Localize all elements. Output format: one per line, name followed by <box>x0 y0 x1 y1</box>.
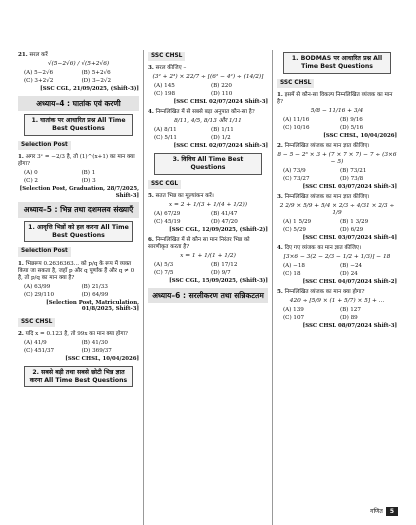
question-4-expression: 8/11, 4/5, 8/13 और 1/11 <box>174 118 242 125</box>
chapter-4-subheading: 1. घातांक पर आधारित प्रश्न All Time Best Questions <box>24 114 133 136</box>
column-3 <box>272 50 401 525</box>
question-5-2: 2. यदि x = 0.123 है, तो 99x का मान क्या होगा? <box>18 331 128 338</box>
question-4-source: [SSC CHSL 04/07/2024 Shift-2] <box>302 279 397 286</box>
question-4-1-options: (A) 0 (B) 1 (C) 2 (D) 3 <box>24 170 96 184</box>
chapter-5-heading: अध्याय–5 : भिन्न तथा दशमलव संख्याएँ <box>18 202 139 217</box>
question-5-1-options: (A) 63/99 (B) 21/33 (C) 29/110 (D) 64/99 <box>24 283 109 298</box>
question-3-expression: 2 2/9 × 5/9 + 5/4 × 2/3 ÷ 4/31 × 2/3 ÷ 1/9 <box>279 202 395 217</box>
question-3-expression: (3² + 2³) × 22/7 ÷ [(6² − 4²) ÷ (14/2)] <box>152 74 264 81</box>
question-2-expression: 8 − 5 − 2³ × 3 + (7 × 7 × 7) − 7 ÷ (3×6 − 5) <box>277 151 397 165</box>
question-6-expression: x = 1 + 1/(1 + 1/2) <box>180 252 236 259</box>
page-footer <box>370 507 398 517</box>
question-5: 5. सतत भिन्न का मूल्यांकन करें। <box>148 192 214 199</box>
page-number: 5 <box>386 507 398 517</box>
question-5-expression: 420 ÷ [5/9 × (1 + 5/7) × 5] + ... <box>289 297 385 304</box>
exam-tag-selection-post-2: Selection Post <box>18 247 71 256</box>
question-2: 2. निम्नलिखित व्यंजक का मान ज्ञात कीजिए। <box>277 142 370 149</box>
question-3-options: (A) 145 (B) 220 (C) 198 (D) 110 <box>154 83 233 98</box>
exam-tag-ssc-chsl: SSC CHSL <box>18 318 55 327</box>
question-5-2-source: [SSC CHSL, 10/04/2026] <box>65 356 139 363</box>
question-4-1: 1. अगर 3ˣ = −2/3 है, तो (1)^(x+1) का मान क्या होगा? <box>18 154 135 168</box>
column-2 <box>143 50 272 525</box>
question-4-expression: [3×6 − 3(2 − 2/3 − 1/2 + 1/3)] − 18 <box>283 253 391 260</box>
question-4-options: (A) −18 (B) −24 (C) 18 (D) 24 <box>283 263 363 278</box>
question-21-expression: √(5−2√6) / √(5+2√6) <box>47 60 110 67</box>
subject-label: गणित <box>370 507 383 515</box>
question-5-1-source: [Selection Post, Matriculation, 01/8/2025, Shift-3] <box>46 299 139 313</box>
question-4-1-source: [Selection Post, Graduation, 28/7/2025, Shift-3] <box>19 185 139 199</box>
question-21-source: [SSC CGL, 21/09/2025, (Shift-3)] <box>40 86 139 93</box>
question-3-source: [SSC CHSL 03/07/2024 Shift-4] <box>302 235 397 242</box>
question-5-1: 1. भिन्नरूप 0.2636363... को p/q के रूप में व्यक्त किया जा सकता है, जहाँ p और q पूर्णांक हैं और q ≠ 0 है, तो p/q का मान क्या है? <box>18 260 135 281</box>
question-1: 1. इसमें से कौन-सा विकल्प निम्नलिखित व्यंजक का मान है? <box>277 91 393 105</box>
chapter-5-subheading-2: 2. सबसे बड़ी तथा सबसे छोटी भिन्न ज्ञात करना All Time Best Questions <box>24 366 133 388</box>
question-1-expression: 5/8 − 11/16 + 3/4 <box>310 107 364 114</box>
question-1-source: [SSC CHSL, 10/04/2026] <box>323 132 397 139</box>
question-6-options: (A) 5/3 (B) 17/12 (C) 7/5 (D) 9/7 <box>154 261 238 276</box>
question-5-source: [SSC CGL, 12/09/2025, (Shift-2)] <box>169 227 268 234</box>
bodmas-subheading: 1. BODMAS पर आधारित प्रश्न All Time Best Questions <box>283 52 391 74</box>
question-21-options: (A) 5−2√6 (B) 5+2√6 (C) 3+2√2 (D) 3−2√2 <box>24 70 112 85</box>
misc-subheading: 3. विविध All Time Best Questions <box>154 153 262 175</box>
exam-tag-selection-post: Selection Post <box>18 141 71 150</box>
question-2-source: [SSC CHSL 03/07/2024 Shift-3] <box>302 184 397 191</box>
question-3: 3. निम्नलिखित व्यंजक का मान ज्ञात कीजिए। <box>277 193 370 200</box>
chapter-4-heading: अध्याय–4 : घातांक एवं करणी <box>18 96 139 111</box>
question-6: 6. निम्नलिखित में से कौन सा मान निरंतर भिन्न को सारणीकृत करता है? <box>148 236 250 250</box>
exam-tag-ssc-chsl: SSC CHSL <box>148 52 185 61</box>
exam-tag-ssc-chsl: SSC CHSL <box>277 79 314 88</box>
question-5-source: [SSC CHSL 08/07/2024 Shift-3] <box>302 323 397 330</box>
column-1 <box>14 50 143 525</box>
question-3-source: [SSC CHSL 02/07/2024 Shift-3] <box>173 99 268 106</box>
chapter-6-heading: अध्याय–6 : सरलीकरण तथा सन्निकटतम <box>148 288 268 303</box>
question-4-source: [SSC CHSL 02/07/2024 Shift-3] <box>173 143 268 150</box>
question-4: 4. निम्नलिखित में से सबसे बड़ा अनुपात कौन-सा है? <box>148 109 255 116</box>
question-5-options: (A) 67/29 (B) 41/47 (C) 45/19 (D) 47/20 <box>154 211 238 226</box>
exam-tag-ssc-cgl: SSC CGL <box>148 180 181 189</box>
question-5: 5. निम्नलिखित व्यंजक का मान क्या होगा? <box>277 288 365 295</box>
question-3-options: (A) 1 5/29 (B) 1 3/29 (C) 5/29 (D) 6/29 <box>283 219 369 234</box>
question-5-2-options: (A) 41/9 (B) 41/30 (C) 451/37 (D) 369/37 <box>24 340 112 355</box>
chapter-5-subheading: 1. आवृत्ति भिन्नों को हल करना All Time Best Questions <box>24 221 133 243</box>
question-1-options: (A) 11/16 (B) 9/16 (C) 10/16 (D) 5/16 <box>283 116 364 131</box>
question-21: 21. सरल करें <box>18 52 48 58</box>
question-4: 4. दिए गए व्यंजक का मान ज्ञात कीजिए। <box>277 245 362 251</box>
question-5-options: (A) 139 (B) 127 (C) 107 (D) 89 <box>283 307 361 322</box>
question-5-expression: x = 2 + 1/(3 + 1/(4 + 1/2)) <box>168 201 248 208</box>
question-2-options: (A) 73/9 (B) 73/21 (C) 73/27 (D) 73/8 <box>283 168 367 183</box>
question-3: 3. सरल कीजिए – <box>148 65 187 72</box>
question-6-source: [SSC CGL, 15/09/2025, (Shift-3)] <box>169 277 268 284</box>
question-4-options: (A) 8/11 (B) 1/11 (C) 5/11 (D) 1/2 <box>154 127 234 142</box>
